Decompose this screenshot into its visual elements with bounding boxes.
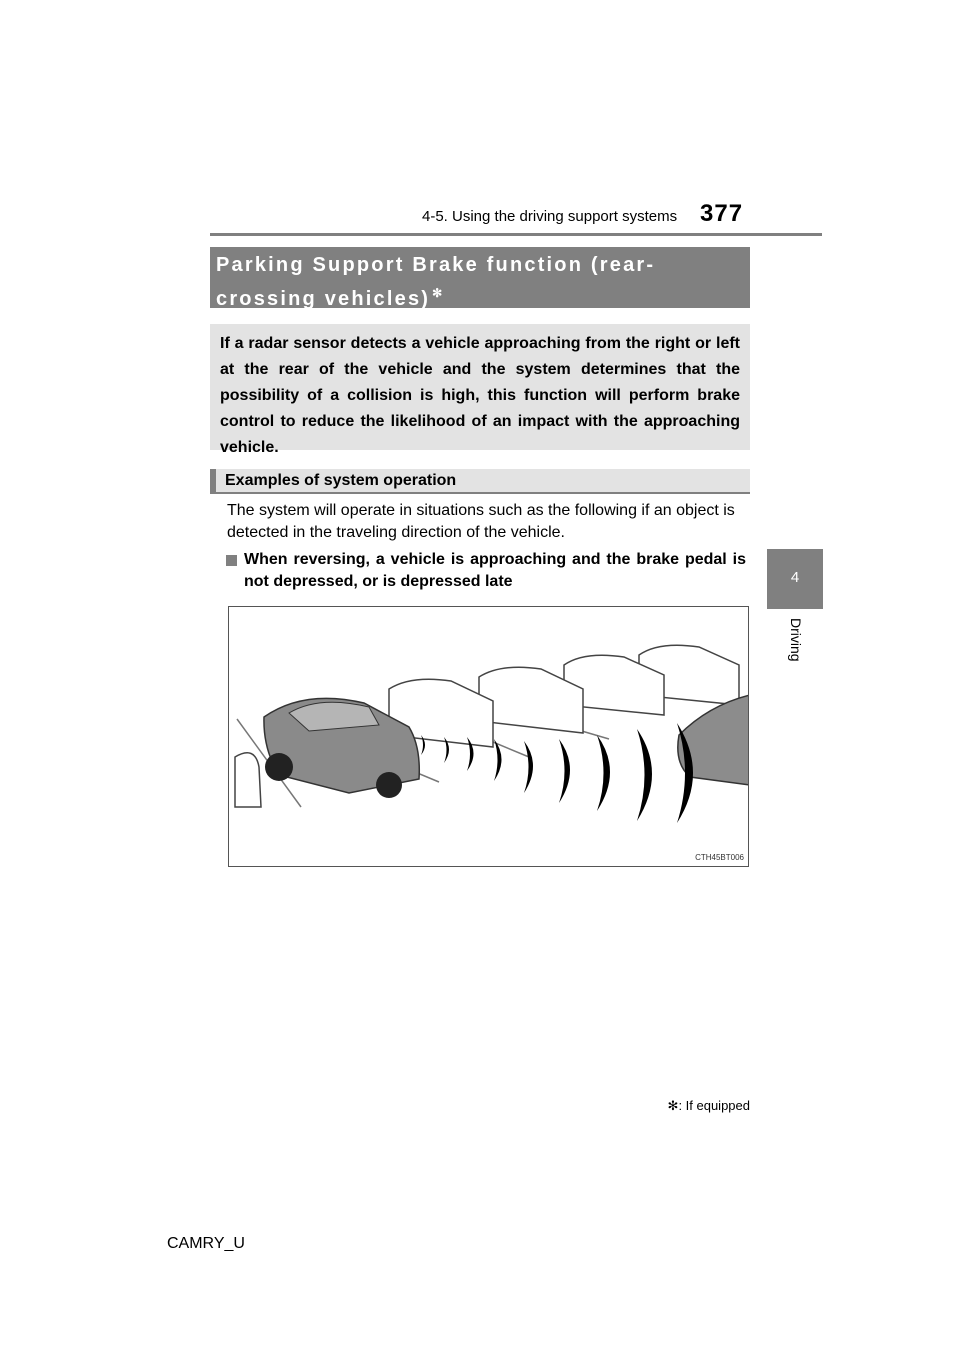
intro-box: If a radar sensor detects a vehicle approaching from the right or left at the rear of the vehicle and the system determines that the possibility of a collision is high, this function will perform brake control to reduce the likelihood of an impact with the approaching vehicle. [210,324,750,450]
figure-code: CTH45BT006 [695,853,744,862]
parking-illustration [229,607,749,867]
illustration-frame [228,606,749,867]
section-title [210,247,750,308]
footnote-text: : If equipped [678,1098,750,1113]
bullet-text: When reversing, a vehicle is approaching and the brake pedal is not depressed, or is depressed late [244,551,746,590]
page-number: 377 [700,200,744,227]
bullet-square-icon [226,555,237,566]
subsection-title: Examples of system operation [210,469,750,494]
header-section-title: 4-5. Using the driving support systems [422,208,678,225]
footer-model-code: CAMRY_U [167,1235,245,1252]
asterisk-icon: ✻ [432,286,445,300]
chapter-tab [767,549,823,609]
header-divider [210,233,822,236]
chapter-number: 4 [790,569,800,586]
body-text: The system will operate in situations such as the following if an object is detected in the traveling direction of the vehicle. [227,502,735,541]
section-title-text: Parking Support Brake function (rear-crossing vehicles) [216,254,656,310]
asterisk-icon: ✻ [667,1098,679,1113]
parked-car-left [235,753,261,807]
footnote [620,1098,750,1114]
chapter-label: Driving [788,618,804,662]
